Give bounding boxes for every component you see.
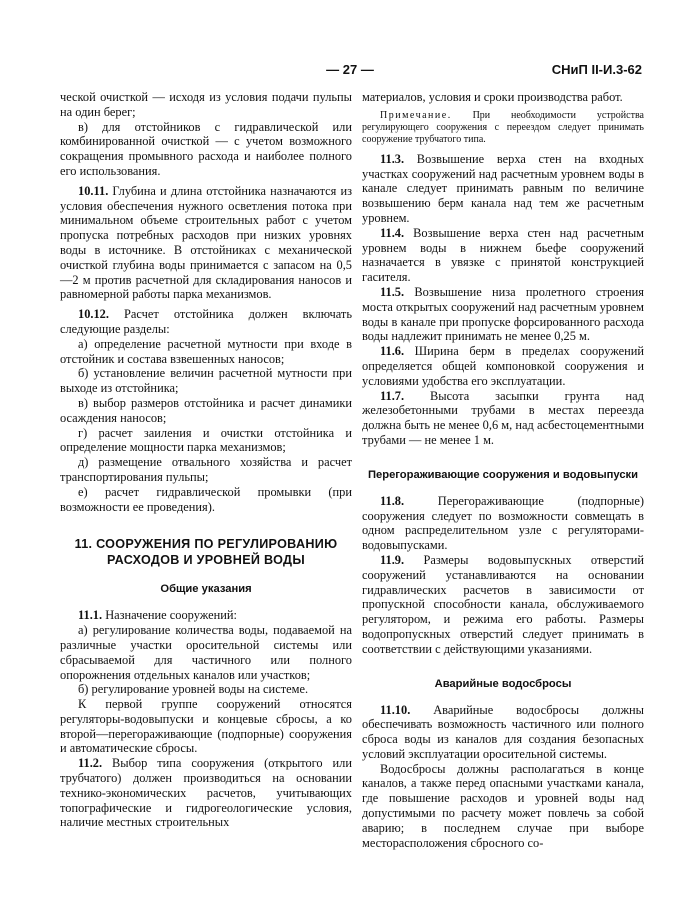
list-item: б) регулирование уровней воды на системе. [78, 682, 309, 697]
paragraph: Водосбросы должны располагаться в конце каналов, а также перед опасными участками канала, где повышение расходов и уровней воды над допустимыми по расчету может повлечь за собой аварию; в последнем случае при выборе месторасположения сбросного со- [362, 761, 644, 850]
clause-number: 11.7. [380, 388, 405, 403]
subsection-title: Аварийные водосбросы [434, 677, 572, 690]
right-column [362, 90, 644, 850]
clause-text: Размеры водовыпускных отверстий сооружений устанавливаются на основании гидравлических расчетов в зависимости от пропускной способности канала, обслуживаемого регулятором, и режима его работы. Размеры водопропускных отверстий следует принимать в соответствии с действующими указаниями. [362, 552, 644, 656]
clause-11-3 [362, 152, 644, 226]
list-item: а) определение расчетной мутности при входе в отстойник и состава взвешенных наносов; [60, 336, 352, 366]
clause-11-10 [362, 703, 644, 762]
clause-number: 11.4. [380, 225, 405, 240]
list-item: д) размещение отвального хозяйства и расчет транспортирования пульпы; [60, 455, 352, 484]
clause-number: 10.12. [78, 307, 109, 322]
clause-11-5 [362, 285, 644, 344]
list-item: б) установление величин расчетной мутности при выходе из отстойника; [60, 366, 352, 396]
clause-10-11 [60, 184, 352, 302]
clause-number: 11.5. [380, 284, 405, 299]
clause-number: 11.8. [380, 493, 405, 508]
list-item: в) для отстойников с гидравлической или комбинированной очисткой — с учетом возможного сокращения промывного расхода и наиболее полного его использования. [60, 119, 352, 178]
clause-number: 11.6. [380, 344, 405, 359]
subsection-title: Перегораживающие сооружения и водовыпуски [367, 468, 639, 481]
clause-11-4 [362, 226, 644, 285]
clause-number: 11.10. [380, 702, 411, 717]
clause-text: Возвышение верха стен на входных участках сооружений над расчетным уровнем воды в канале следует принимать равным по величине возвышению берм канала над тем же расчетным уровнем. [362, 151, 644, 225]
list-item: е) расчет гидравлической промывки (при возможности ее проведения). [60, 484, 352, 514]
list-item: г) расчет заиления и очистки отстойника и определение мощности парка механизмов; [60, 425, 352, 455]
clause-number: 11.3. [380, 151, 405, 166]
clause-text: Назначение сооружений: [102, 608, 237, 623]
clause-number: 10.11. [78, 183, 109, 198]
clause-11-2 [60, 756, 352, 830]
clause-11-9 [362, 553, 644, 657]
clause-number: 11.9. [380, 552, 405, 567]
paragraph: К первой группе сооружений относятся регуляторы-водовыпуски и концевые сбросы, а ко второй—перегораживающие (подпорные) сооружения и автоматические сбросы. [60, 697, 352, 756]
page-header [30, 62, 670, 84]
clause-text: Глубина и длина отстойника назначаются из условия обеспечения нужного осветления потока при минимальном объеме строительных работ с учетом пропуска потребных расходов при низких уровнях воды в источнике. В отстойниках с механической очисткой глубина воды принимается с запасом на 0,5—2 м против расчетной для складирования наносов и равномерной работы парка механизмов. [60, 183, 352, 302]
clause-text: Расчет отстойника должен включать следующие разделы: [60, 307, 352, 336]
clause-text: Выбор типа сооружения (открытого или трубчатого) должен производиться на основании технико-экономических расчетов, учитывающих топографические и гидрогеологические условия, наличие местных строительных [60, 756, 352, 830]
document-code: СНиП II-И.3-62 [551, 62, 642, 77]
clause-number: 11.1. [78, 608, 103, 623]
clause-text: Аварийные водосбросы должны обеспечивать возможность частичного или полного сброса воды из каналов для создания безопасных условий эксплуатации оросительной системы. [362, 702, 644, 761]
list-item: а) регулирование количества воды, подаваемой на различные участки оросительной системы или сбрасываемой для частичного или полного опорожнения отдельных каналов или участков; [60, 623, 352, 682]
clause-text: Перегораживающие (подпорные) сооружения следует по возможности совмещать в одном распределительном узле с регуляторами-водовыпусками. [362, 493, 644, 553]
clause-number: 11.2. [78, 756, 103, 771]
clause-text: Высота засыпки грунта над железобетонными трубами в местах переезда должна быть не менее 0,6 м, над асбестоцементными трубами — не менее 1 м. [362, 388, 644, 447]
list-item: в) выбор размеров отстойника и расчет динамики осаждения наносов; [60, 395, 352, 425]
page-number: — 27 — [326, 62, 374, 77]
clause-text: Возвышение верха стен над расчетным уровнем воды в нижнем бьефе сооружений назначается в увязке с принятой конструкцией гасителя. [362, 225, 644, 285]
clause-11-7 [362, 389, 644, 448]
clause-10-12 [60, 307, 352, 337]
note [362, 110, 644, 146]
clause-text: Возвышение низа пролетного строения моста открытых сооружений над расчетным уровнем воды в канале при пропуске форсированного расхода воды надлежит принимать не менее 0,25 м. [362, 284, 644, 344]
note-text: При необходимости устройства регулирующего сооружения с переездом следует принимать сооружение трубчатого типа. [362, 109, 644, 145]
clause-text: Ширина берм в пределах сооружений определяется общей компоновкой сооружения и условиями удобства его эксплуатации. [362, 344, 644, 388]
paragraph: материалов, условия и сроки производства работ. [362, 90, 623, 104]
left-column [60, 90, 352, 830]
section-title: 11. СООРУЖЕНИЯ ПО РЕГУЛИРОВАНИЮ РАСХОДОВ И УРОВНЕЙ ВОДЫ [74, 537, 338, 568]
clause-11-1 [60, 608, 352, 623]
subsection-title: Общие указания [160, 583, 252, 596]
paragraph: ческой очисткой — исходя из условия подачи пульпы на один берег; [60, 90, 352, 119]
clause-11-6 [362, 344, 644, 388]
note-label: Примечание. [380, 109, 452, 121]
clause-11-8 [362, 494, 644, 553]
